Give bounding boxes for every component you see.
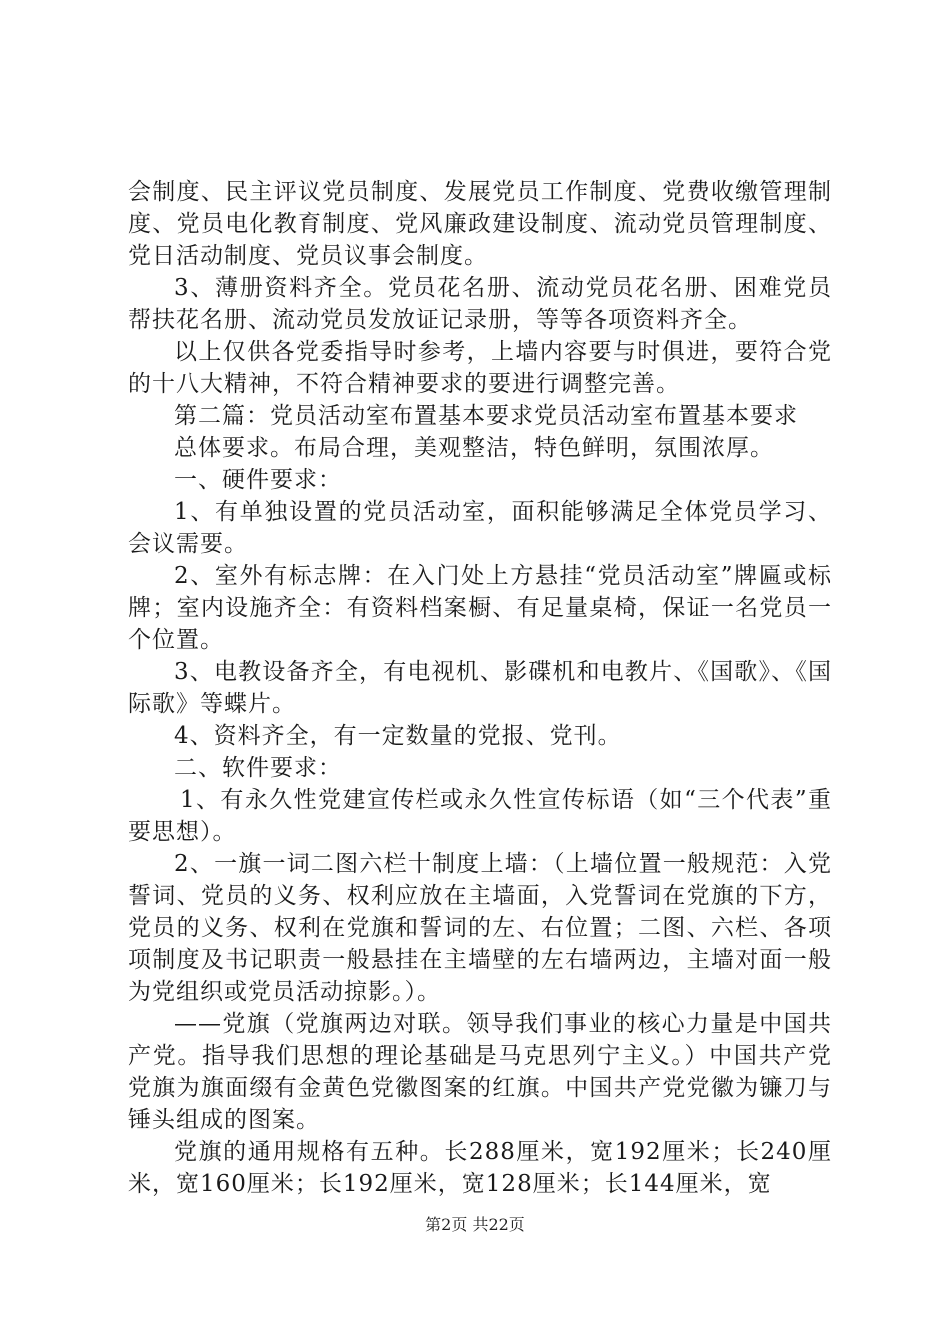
paragraph-2: 3、薄册资料齐全。党员花名册、流动党员花名册、困难党员帮扶花名册、流动党员发放证记录册，等等各项资料齐全。 bbox=[128, 275, 832, 333]
page-footer: 第2页 共22页 bbox=[425, 1215, 525, 1234]
software-heading: 二、软件要求： bbox=[174, 755, 342, 781]
hardware-heading: 一、硬件要求： bbox=[174, 467, 342, 493]
paragraph-12: 1、有永久性党建宣传栏或永久性宣传标语（如“三个代表”重要思想）。 bbox=[128, 787, 832, 845]
document-body bbox=[128, 176, 832, 1200]
paragraph-15: 党旗的通用规格有五种。长288厘米，宽192厘米；长240厘米，宽160厘米；长192厘米，宽128厘米；长144厘米，宽 bbox=[128, 1139, 832, 1197]
paragraph-3: 以上仅供各党委指导时参考，上墙内容要与时俱进，要符合党的十八大精神，不符合精神要求的要进行调整完善。 bbox=[128, 339, 832, 397]
paragraph-8: 2、室外有标志牌：在入门处上方悬挂“党员活动室”牌匾或标牌；室内设施齐全：有资料档案橱、有足量桌椅，保证一名党员一个位置。 bbox=[128, 563, 832, 653]
paragraph-7: 1、有单独设置的党员活动室，面积能够满足全体党员学习、会议需要。 bbox=[128, 499, 832, 557]
paragraph-14: ——党旗（党旗两边对联。领导我们事业的核心力量是中国共产党。指导我们思想的理论基础是马克思列宁主义。）中国共产党党旗为旗面缀有金黄色党徽图案的红旗。中国共产党党徽为镰刀与锤头组成的图案。 bbox=[128, 1011, 832, 1133]
paragraph-9: 3、电教设备齐全，有电视机、影碟机和电教片、《国歌》、《国际歌》等蝶片。 bbox=[128, 659, 832, 717]
paragraph-1: 会制度、民主评议党员制度、发展党员工作制度、党费收缴管理制度、党员电化教育制度、党风廉政建设制度、流动党员管理制度、党日活动制度、党员议事会制度。 bbox=[128, 179, 832, 269]
paragraph-5: 总体要求。布局合理，美观整洁，特色鲜明，氛围浓厚。 bbox=[174, 435, 774, 461]
paragraph-10: 4、资料齐全，有一定数量的党报、党刊。 bbox=[174, 723, 622, 749]
section-heading-2: 第二篇：党员活动室布置基本要求党员活动室布置基本要求 bbox=[174, 403, 798, 429]
paragraph-13: 2、一旗一词二图六栏十制度上墙：（上墙位置一般规范：入党誓词、党员的义务、权利应放在主墙面，入党誓词在党旗的下方，党员的义务、权利在党旗和誓词的左、右位置；二图、六栏、各项项制度及书记职责一般悬挂在主墙壁的左右墙两边，主墙对面一般为党组织或党员活动掠影。）。 bbox=[128, 851, 832, 1005]
